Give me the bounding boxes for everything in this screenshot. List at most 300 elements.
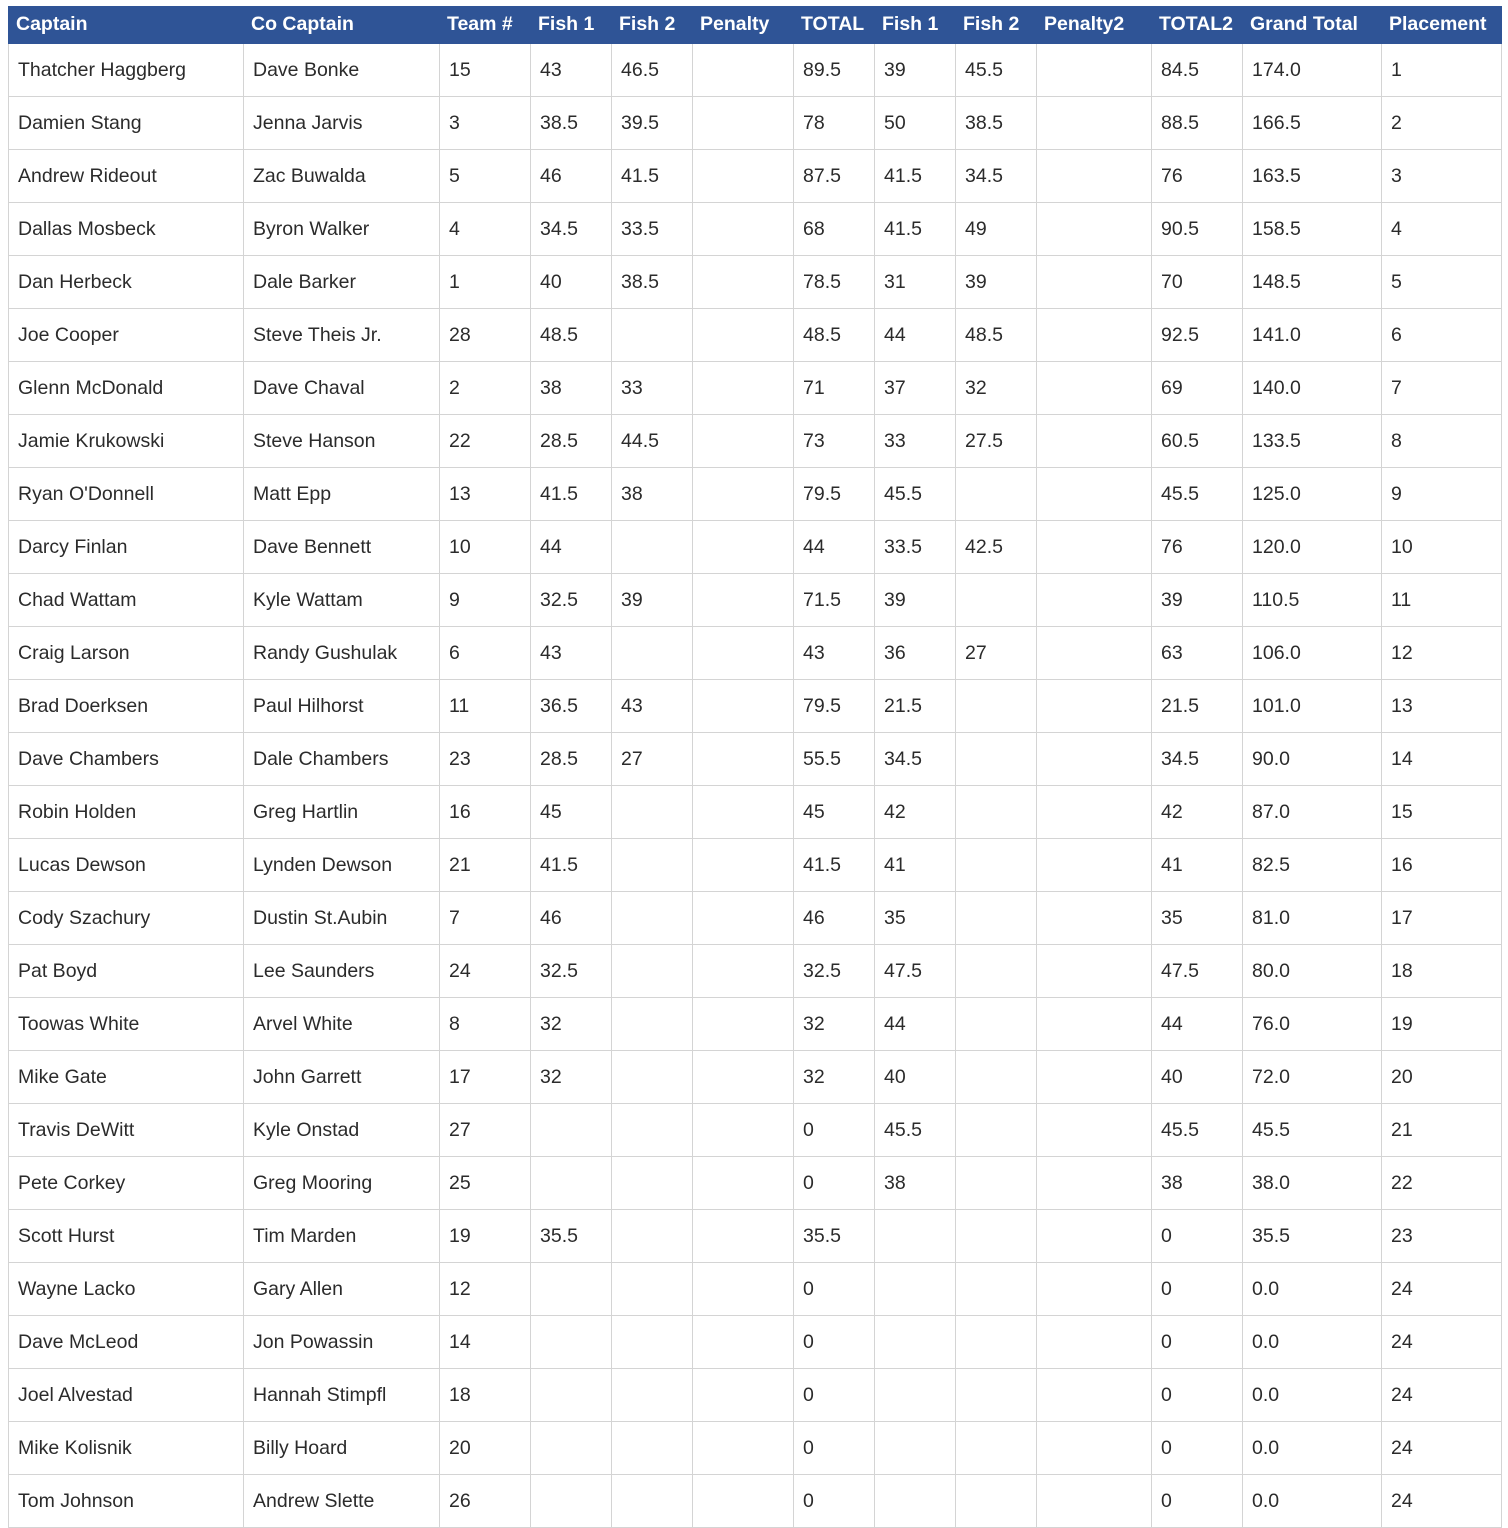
cell-r9-c0[interactable]: Darcy Finlan: [9, 521, 244, 574]
cell-r1-c10[interactable]: 88.5: [1152, 97, 1243, 150]
cell-r14-c12[interactable]: 15: [1382, 786, 1502, 839]
cell-r22-c10[interactable]: 0: [1152, 1210, 1243, 1263]
cell-r8-c10[interactable]: 45.5: [1152, 468, 1243, 521]
cell-r2-c3[interactable]: 46: [531, 150, 612, 203]
cell-r2-c10[interactable]: 76: [1152, 150, 1243, 203]
cell-r0-c3[interactable]: 43: [531, 44, 612, 97]
cell-r3-c8[interactable]: 49: [956, 203, 1037, 256]
cell-r18-c11[interactable]: 76.0: [1243, 998, 1382, 1051]
cell-r17-c12[interactable]: 18: [1382, 945, 1502, 998]
cell-r11-c3[interactable]: 43: [531, 627, 612, 680]
cell-r11-c10[interactable]: 63: [1152, 627, 1243, 680]
cell-r13-c3[interactable]: 28.5: [531, 733, 612, 786]
cell-r19-c8[interactable]: [956, 1051, 1037, 1104]
cell-r4-c8[interactable]: 39: [956, 256, 1037, 309]
cell-r0-c10[interactable]: 84.5: [1152, 44, 1243, 97]
cell-r15-c11[interactable]: 82.5: [1243, 839, 1382, 892]
cell-r26-c3[interactable]: [531, 1422, 612, 1475]
cell-r15-c1[interactable]: Lynden Dewson: [244, 839, 440, 892]
cell-r14-c8[interactable]: [956, 786, 1037, 839]
cell-r0-c11[interactable]: 174.0: [1243, 44, 1382, 97]
cell-r5-c4[interactable]: [612, 309, 693, 362]
cell-r8-c9[interactable]: [1037, 468, 1152, 521]
cell-r16-c3[interactable]: 46: [531, 892, 612, 945]
cell-r12-c11[interactable]: 101.0: [1243, 680, 1382, 733]
column-header-9[interactable]: Penalty2: [1037, 7, 1152, 44]
cell-r0-c7[interactable]: 39: [875, 44, 956, 97]
cell-r10-c3[interactable]: 32.5: [531, 574, 612, 627]
cell-r3-c9[interactable]: [1037, 203, 1152, 256]
cell-r9-c5[interactable]: [693, 521, 794, 574]
cell-r20-c0[interactable]: Travis DeWitt: [9, 1104, 244, 1157]
cell-r13-c12[interactable]: 14: [1382, 733, 1502, 786]
cell-r4-c1[interactable]: Dale Barker: [244, 256, 440, 309]
cell-r4-c11[interactable]: 148.5: [1243, 256, 1382, 309]
cell-r1-c12[interactable]: 2: [1382, 97, 1502, 150]
cell-r8-c11[interactable]: 125.0: [1243, 468, 1382, 521]
column-header-6[interactable]: TOTAL: [794, 7, 875, 44]
cell-r21-c7[interactable]: 38: [875, 1157, 956, 1210]
cell-r16-c11[interactable]: 81.0: [1243, 892, 1382, 945]
cell-r24-c1[interactable]: Jon Powassin: [244, 1316, 440, 1369]
cell-r7-c0[interactable]: Jamie Krukowski: [9, 415, 244, 468]
cell-r22-c9[interactable]: [1037, 1210, 1152, 1263]
cell-r9-c3[interactable]: 44: [531, 521, 612, 574]
cell-r20-c7[interactable]: 45.5: [875, 1104, 956, 1157]
cell-r27-c10[interactable]: 0: [1152, 1475, 1243, 1528]
cell-r27-c8[interactable]: [956, 1475, 1037, 1528]
cell-r23-c7[interactable]: [875, 1263, 956, 1316]
cell-r12-c12[interactable]: 13: [1382, 680, 1502, 733]
cell-r17-c4[interactable]: [612, 945, 693, 998]
cell-r2-c2[interactable]: 5: [440, 150, 531, 203]
cell-r3-c4[interactable]: 33.5: [612, 203, 693, 256]
cell-r9-c7[interactable]: 33.5: [875, 521, 956, 574]
cell-r24-c3[interactable]: [531, 1316, 612, 1369]
cell-r18-c8[interactable]: [956, 998, 1037, 1051]
cell-r26-c12[interactable]: 24: [1382, 1422, 1502, 1475]
cell-r4-c9[interactable]: [1037, 256, 1152, 309]
cell-r5-c5[interactable]: [693, 309, 794, 362]
cell-r7-c6[interactable]: 73: [794, 415, 875, 468]
cell-r14-c9[interactable]: [1037, 786, 1152, 839]
cell-r27-c0[interactable]: Tom Johnson: [9, 1475, 244, 1528]
cell-r18-c7[interactable]: 44: [875, 998, 956, 1051]
cell-r10-c8[interactable]: [956, 574, 1037, 627]
cell-r3-c1[interactable]: Byron Walker: [244, 203, 440, 256]
cell-r26-c9[interactable]: [1037, 1422, 1152, 1475]
cell-r23-c1[interactable]: Gary Allen: [244, 1263, 440, 1316]
cell-r8-c7[interactable]: 45.5: [875, 468, 956, 521]
cell-r7-c11[interactable]: 133.5: [1243, 415, 1382, 468]
cell-r24-c6[interactable]: 0: [794, 1316, 875, 1369]
cell-r14-c1[interactable]: Greg Hartlin: [244, 786, 440, 839]
cell-r18-c2[interactable]: 8: [440, 998, 531, 1051]
cell-r8-c0[interactable]: Ryan O'Donnell: [9, 468, 244, 521]
cell-r16-c9[interactable]: [1037, 892, 1152, 945]
cell-r25-c4[interactable]: [612, 1369, 693, 1422]
cell-r8-c3[interactable]: 41.5: [531, 468, 612, 521]
column-header-2[interactable]: Team #: [440, 7, 531, 44]
cell-r24-c4[interactable]: [612, 1316, 693, 1369]
cell-r0-c9[interactable]: [1037, 44, 1152, 97]
cell-r12-c2[interactable]: 11: [440, 680, 531, 733]
cell-r18-c10[interactable]: 44: [1152, 998, 1243, 1051]
cell-r11-c7[interactable]: 36: [875, 627, 956, 680]
cell-r7-c4[interactable]: 44.5: [612, 415, 693, 468]
cell-r18-c5[interactable]: [693, 998, 794, 1051]
cell-r26-c4[interactable]: [612, 1422, 693, 1475]
cell-r10-c4[interactable]: 39: [612, 574, 693, 627]
cell-r6-c7[interactable]: 37: [875, 362, 956, 415]
cell-r23-c12[interactable]: 24: [1382, 1263, 1502, 1316]
cell-r20-c1[interactable]: Kyle Onstad: [244, 1104, 440, 1157]
cell-r25-c1[interactable]: Hannah Stimpfl: [244, 1369, 440, 1422]
cell-r23-c10[interactable]: 0: [1152, 1263, 1243, 1316]
cell-r17-c11[interactable]: 80.0: [1243, 945, 1382, 998]
cell-r9-c9[interactable]: [1037, 521, 1152, 574]
cell-r1-c11[interactable]: 166.5: [1243, 97, 1382, 150]
cell-r13-c10[interactable]: 34.5: [1152, 733, 1243, 786]
cell-r18-c9[interactable]: [1037, 998, 1152, 1051]
cell-r25-c9[interactable]: [1037, 1369, 1152, 1422]
cell-r27-c11[interactable]: 0.0: [1243, 1475, 1382, 1528]
cell-r7-c3[interactable]: 28.5: [531, 415, 612, 468]
cell-r10-c10[interactable]: 39: [1152, 574, 1243, 627]
cell-r10-c9[interactable]: [1037, 574, 1152, 627]
cell-r25-c8[interactable]: [956, 1369, 1037, 1422]
cell-r2-c11[interactable]: 163.5: [1243, 150, 1382, 203]
cell-r6-c1[interactable]: Dave Chaval: [244, 362, 440, 415]
column-header-11[interactable]: Grand Total: [1243, 7, 1382, 44]
cell-r20-c4[interactable]: [612, 1104, 693, 1157]
cell-r20-c12[interactable]: 21: [1382, 1104, 1502, 1157]
cell-r20-c3[interactable]: [531, 1104, 612, 1157]
cell-r2-c0[interactable]: Andrew Rideout: [9, 150, 244, 203]
cell-r19-c4[interactable]: [612, 1051, 693, 1104]
cell-r5-c6[interactable]: 48.5: [794, 309, 875, 362]
cell-r17-c10[interactable]: 47.5: [1152, 945, 1243, 998]
cell-r25-c12[interactable]: 24: [1382, 1369, 1502, 1422]
cell-r15-c4[interactable]: [612, 839, 693, 892]
cell-r16-c4[interactable]: [612, 892, 693, 945]
cell-r0-c5[interactable]: [693, 44, 794, 97]
cell-r27-c2[interactable]: 26: [440, 1475, 531, 1528]
cell-r1-c5[interactable]: [693, 97, 794, 150]
cell-r8-c2[interactable]: 13: [440, 468, 531, 521]
cell-r1-c6[interactable]: 78: [794, 97, 875, 150]
cell-r14-c7[interactable]: 42: [875, 786, 956, 839]
cell-r23-c6[interactable]: 0: [794, 1263, 875, 1316]
cell-r11-c12[interactable]: 12: [1382, 627, 1502, 680]
cell-r4-c3[interactable]: 40: [531, 256, 612, 309]
cell-r27-c6[interactable]: 0: [794, 1475, 875, 1528]
column-header-8[interactable]: Fish 2: [956, 7, 1037, 44]
cell-r0-c8[interactable]: 45.5: [956, 44, 1037, 97]
cell-r25-c10[interactable]: 0: [1152, 1369, 1243, 1422]
cell-r12-c1[interactable]: Paul Hilhorst: [244, 680, 440, 733]
cell-r5-c7[interactable]: 44: [875, 309, 956, 362]
cell-r6-c2[interactable]: 2: [440, 362, 531, 415]
cell-r26-c2[interactable]: 20: [440, 1422, 531, 1475]
cell-r6-c6[interactable]: 71: [794, 362, 875, 415]
cell-r18-c3[interactable]: 32: [531, 998, 612, 1051]
cell-r5-c3[interactable]: 48.5: [531, 309, 612, 362]
cell-r11-c4[interactable]: [612, 627, 693, 680]
cell-r6-c3[interactable]: 38: [531, 362, 612, 415]
cell-r18-c12[interactable]: 19: [1382, 998, 1502, 1051]
cell-r10-c7[interactable]: 39: [875, 574, 956, 627]
cell-r24-c11[interactable]: 0.0: [1243, 1316, 1382, 1369]
cell-r13-c8[interactable]: [956, 733, 1037, 786]
cell-r26-c1[interactable]: Billy Hoard: [244, 1422, 440, 1475]
cell-r21-c10[interactable]: 38: [1152, 1157, 1243, 1210]
cell-r0-c2[interactable]: 15: [440, 44, 531, 97]
cell-r19-c5[interactable]: [693, 1051, 794, 1104]
cell-r10-c12[interactable]: 11: [1382, 574, 1502, 627]
cell-r14-c10[interactable]: 42: [1152, 786, 1243, 839]
cell-r13-c1[interactable]: Dale Chambers: [244, 733, 440, 786]
cell-r15-c0[interactable]: Lucas Dewson: [9, 839, 244, 892]
cell-r16-c7[interactable]: 35: [875, 892, 956, 945]
cell-r22-c8[interactable]: [956, 1210, 1037, 1263]
cell-r21-c8[interactable]: [956, 1157, 1037, 1210]
cell-r6-c9[interactable]: [1037, 362, 1152, 415]
cell-r9-c6[interactable]: 44: [794, 521, 875, 574]
cell-r10-c5[interactable]: [693, 574, 794, 627]
cell-r24-c12[interactable]: 24: [1382, 1316, 1502, 1369]
cell-r3-c2[interactable]: 4: [440, 203, 531, 256]
cell-r8-c12[interactable]: 9: [1382, 468, 1502, 521]
cell-r5-c12[interactable]: 6: [1382, 309, 1502, 362]
cell-r16-c10[interactable]: 35: [1152, 892, 1243, 945]
cell-r17-c3[interactable]: 32.5: [531, 945, 612, 998]
cell-r22-c4[interactable]: [612, 1210, 693, 1263]
cell-r7-c1[interactable]: Steve Hanson: [244, 415, 440, 468]
cell-r7-c2[interactable]: 22: [440, 415, 531, 468]
cell-r16-c6[interactable]: 46: [794, 892, 875, 945]
column-header-10[interactable]: TOTAL2: [1152, 7, 1243, 44]
cell-r1-c8[interactable]: 38.5: [956, 97, 1037, 150]
cell-r12-c6[interactable]: 79.5: [794, 680, 875, 733]
cell-r19-c12[interactable]: 20: [1382, 1051, 1502, 1104]
cell-r21-c12[interactable]: 22: [1382, 1157, 1502, 1210]
cell-r2-c12[interactable]: 3: [1382, 150, 1502, 203]
cell-r16-c12[interactable]: 17: [1382, 892, 1502, 945]
cell-r1-c2[interactable]: 3: [440, 97, 531, 150]
cell-r5-c8[interactable]: 48.5: [956, 309, 1037, 362]
cell-r22-c1[interactable]: Tim Marden: [244, 1210, 440, 1263]
cell-r15-c2[interactable]: 21: [440, 839, 531, 892]
column-header-12[interactable]: Placement: [1382, 7, 1502, 44]
cell-r21-c11[interactable]: 38.0: [1243, 1157, 1382, 1210]
cell-r8-c8[interactable]: [956, 468, 1037, 521]
cell-r6-c0[interactable]: Glenn McDonald: [9, 362, 244, 415]
cell-r7-c5[interactable]: [693, 415, 794, 468]
cell-r22-c3[interactable]: 35.5: [531, 1210, 612, 1263]
cell-r5-c0[interactable]: Joe Cooper: [9, 309, 244, 362]
cell-r4-c2[interactable]: 1: [440, 256, 531, 309]
cell-r6-c5[interactable]: [693, 362, 794, 415]
cell-r17-c1[interactable]: Lee Saunders: [244, 945, 440, 998]
cell-r15-c5[interactable]: [693, 839, 794, 892]
cell-r22-c2[interactable]: 19: [440, 1210, 531, 1263]
cell-r1-c9[interactable]: [1037, 97, 1152, 150]
cell-r23-c2[interactable]: 12: [440, 1263, 531, 1316]
cell-r24-c0[interactable]: Dave McLeod: [9, 1316, 244, 1369]
cell-r3-c12[interactable]: 4: [1382, 203, 1502, 256]
cell-r26-c8[interactable]: [956, 1422, 1037, 1475]
cell-r26-c5[interactable]: [693, 1422, 794, 1475]
cell-r17-c8[interactable]: [956, 945, 1037, 998]
cell-r27-c7[interactable]: [875, 1475, 956, 1528]
cell-r27-c1[interactable]: Andrew Slette: [244, 1475, 440, 1528]
cell-r26-c11[interactable]: 0.0: [1243, 1422, 1382, 1475]
cell-r27-c9[interactable]: [1037, 1475, 1152, 1528]
cell-r3-c0[interactable]: Dallas Mosbeck: [9, 203, 244, 256]
cell-r25-c5[interactable]: [693, 1369, 794, 1422]
cell-r4-c0[interactable]: Dan Herbeck: [9, 256, 244, 309]
cell-r26-c0[interactable]: Mike Kolisnik: [9, 1422, 244, 1475]
cell-r2-c8[interactable]: 34.5: [956, 150, 1037, 203]
cell-r25-c11[interactable]: 0.0: [1243, 1369, 1382, 1422]
cell-r14-c3[interactable]: 45: [531, 786, 612, 839]
cell-r4-c10[interactable]: 70: [1152, 256, 1243, 309]
cell-r3-c11[interactable]: 158.5: [1243, 203, 1382, 256]
cell-r5-c9[interactable]: [1037, 309, 1152, 362]
cell-r16-c5[interactable]: [693, 892, 794, 945]
cell-r24-c10[interactable]: 0: [1152, 1316, 1243, 1369]
cell-r0-c12[interactable]: 1: [1382, 44, 1502, 97]
cell-r5-c1[interactable]: Steve Theis Jr.: [244, 309, 440, 362]
cell-r16-c2[interactable]: 7: [440, 892, 531, 945]
cell-r14-c4[interactable]: [612, 786, 693, 839]
cell-r7-c8[interactable]: 27.5: [956, 415, 1037, 468]
cell-r23-c5[interactable]: [693, 1263, 794, 1316]
cell-r24-c9[interactable]: [1037, 1316, 1152, 1369]
cell-r4-c4[interactable]: 38.5: [612, 256, 693, 309]
cell-r25-c6[interactable]: 0: [794, 1369, 875, 1422]
cell-r18-c4[interactable]: [612, 998, 693, 1051]
cell-r12-c3[interactable]: 36.5: [531, 680, 612, 733]
cell-r19-c6[interactable]: 32: [794, 1051, 875, 1104]
column-header-3[interactable]: Fish 1: [531, 7, 612, 44]
cell-r22-c6[interactable]: 35.5: [794, 1210, 875, 1263]
cell-r21-c9[interactable]: [1037, 1157, 1152, 1210]
cell-r12-c8[interactable]: [956, 680, 1037, 733]
cell-r24-c7[interactable]: [875, 1316, 956, 1369]
cell-r17-c9[interactable]: [1037, 945, 1152, 998]
cell-r14-c11[interactable]: 87.0: [1243, 786, 1382, 839]
cell-r17-c0[interactable]: Pat Boyd: [9, 945, 244, 998]
cell-r7-c12[interactable]: 8: [1382, 415, 1502, 468]
cell-r23-c8[interactable]: [956, 1263, 1037, 1316]
cell-r19-c7[interactable]: 40: [875, 1051, 956, 1104]
cell-r21-c0[interactable]: Pete Corkey: [9, 1157, 244, 1210]
cell-r10-c1[interactable]: Kyle Wattam: [244, 574, 440, 627]
cell-r1-c1[interactable]: Jenna Jarvis: [244, 97, 440, 150]
cell-r13-c9[interactable]: [1037, 733, 1152, 786]
cell-r6-c10[interactable]: 69: [1152, 362, 1243, 415]
cell-r25-c2[interactable]: 18: [440, 1369, 531, 1422]
column-header-5[interactable]: Penalty: [693, 7, 794, 44]
cell-r24-c2[interactable]: 14: [440, 1316, 531, 1369]
cell-r20-c8[interactable]: [956, 1104, 1037, 1157]
column-header-1[interactable]: Co Captain: [244, 7, 440, 44]
cell-r16-c0[interactable]: Cody Szachury: [9, 892, 244, 945]
cell-r13-c5[interactable]: [693, 733, 794, 786]
cell-r2-c9[interactable]: [1037, 150, 1152, 203]
cell-r11-c11[interactable]: 106.0: [1243, 627, 1382, 680]
column-header-0[interactable]: Captain: [9, 7, 244, 44]
cell-r20-c6[interactable]: 0: [794, 1104, 875, 1157]
cell-r2-c7[interactable]: 41.5: [875, 150, 956, 203]
cell-r10-c2[interactable]: 9: [440, 574, 531, 627]
cell-r21-c4[interactable]: [612, 1157, 693, 1210]
cell-r19-c11[interactable]: 72.0: [1243, 1051, 1382, 1104]
cell-r16-c8[interactable]: [956, 892, 1037, 945]
cell-r22-c11[interactable]: 35.5: [1243, 1210, 1382, 1263]
cell-r10-c6[interactable]: 71.5: [794, 574, 875, 627]
cell-r20-c2[interactable]: 27: [440, 1104, 531, 1157]
cell-r17-c2[interactable]: 24: [440, 945, 531, 998]
cell-r11-c0[interactable]: Craig Larson: [9, 627, 244, 680]
cell-r22-c12[interactable]: 23: [1382, 1210, 1502, 1263]
cell-r3-c6[interactable]: 68: [794, 203, 875, 256]
cell-r26-c7[interactable]: [875, 1422, 956, 1475]
cell-r2-c1[interactable]: Zac Buwalda: [244, 150, 440, 203]
cell-r8-c1[interactable]: Matt Epp: [244, 468, 440, 521]
cell-r20-c5[interactable]: [693, 1104, 794, 1157]
cell-r18-c0[interactable]: Toowas White: [9, 998, 244, 1051]
cell-r14-c5[interactable]: [693, 786, 794, 839]
cell-r14-c2[interactable]: 16: [440, 786, 531, 839]
cell-r23-c0[interactable]: Wayne Lacko: [9, 1263, 244, 1316]
cell-r11-c2[interactable]: 6: [440, 627, 531, 680]
cell-r12-c9[interactable]: [1037, 680, 1152, 733]
cell-r15-c9[interactable]: [1037, 839, 1152, 892]
cell-r20-c10[interactable]: 45.5: [1152, 1104, 1243, 1157]
cell-r5-c2[interactable]: 28: [440, 309, 531, 362]
cell-r23-c4[interactable]: [612, 1263, 693, 1316]
cell-r7-c9[interactable]: [1037, 415, 1152, 468]
cell-r9-c11[interactable]: 120.0: [1243, 521, 1382, 574]
cell-r2-c4[interactable]: 41.5: [612, 150, 693, 203]
cell-r27-c4[interactable]: [612, 1475, 693, 1528]
cell-r25-c0[interactable]: Joel Alvestad: [9, 1369, 244, 1422]
cell-r23-c11[interactable]: 0.0: [1243, 1263, 1382, 1316]
cell-r1-c4[interactable]: 39.5: [612, 97, 693, 150]
cell-r12-c7[interactable]: 21.5: [875, 680, 956, 733]
cell-r12-c10[interactable]: 21.5: [1152, 680, 1243, 733]
cell-r21-c5[interactable]: [693, 1157, 794, 1210]
cell-r13-c6[interactable]: 55.5: [794, 733, 875, 786]
cell-r13-c7[interactable]: 34.5: [875, 733, 956, 786]
cell-r3-c10[interactable]: 90.5: [1152, 203, 1243, 256]
cell-r26-c10[interactable]: 0: [1152, 1422, 1243, 1475]
cell-r5-c10[interactable]: 92.5: [1152, 309, 1243, 362]
cell-r8-c5[interactable]: [693, 468, 794, 521]
cell-r18-c1[interactable]: Arvel White: [244, 998, 440, 1051]
cell-r22-c5[interactable]: [693, 1210, 794, 1263]
cell-r12-c4[interactable]: 43: [612, 680, 693, 733]
column-header-4[interactable]: Fish 2: [612, 7, 693, 44]
cell-r27-c3[interactable]: [531, 1475, 612, 1528]
cell-r21-c2[interactable]: 25: [440, 1157, 531, 1210]
cell-r6-c4[interactable]: 33: [612, 362, 693, 415]
cell-r13-c4[interactable]: 27: [612, 733, 693, 786]
cell-r12-c0[interactable]: Brad Doerksen: [9, 680, 244, 733]
